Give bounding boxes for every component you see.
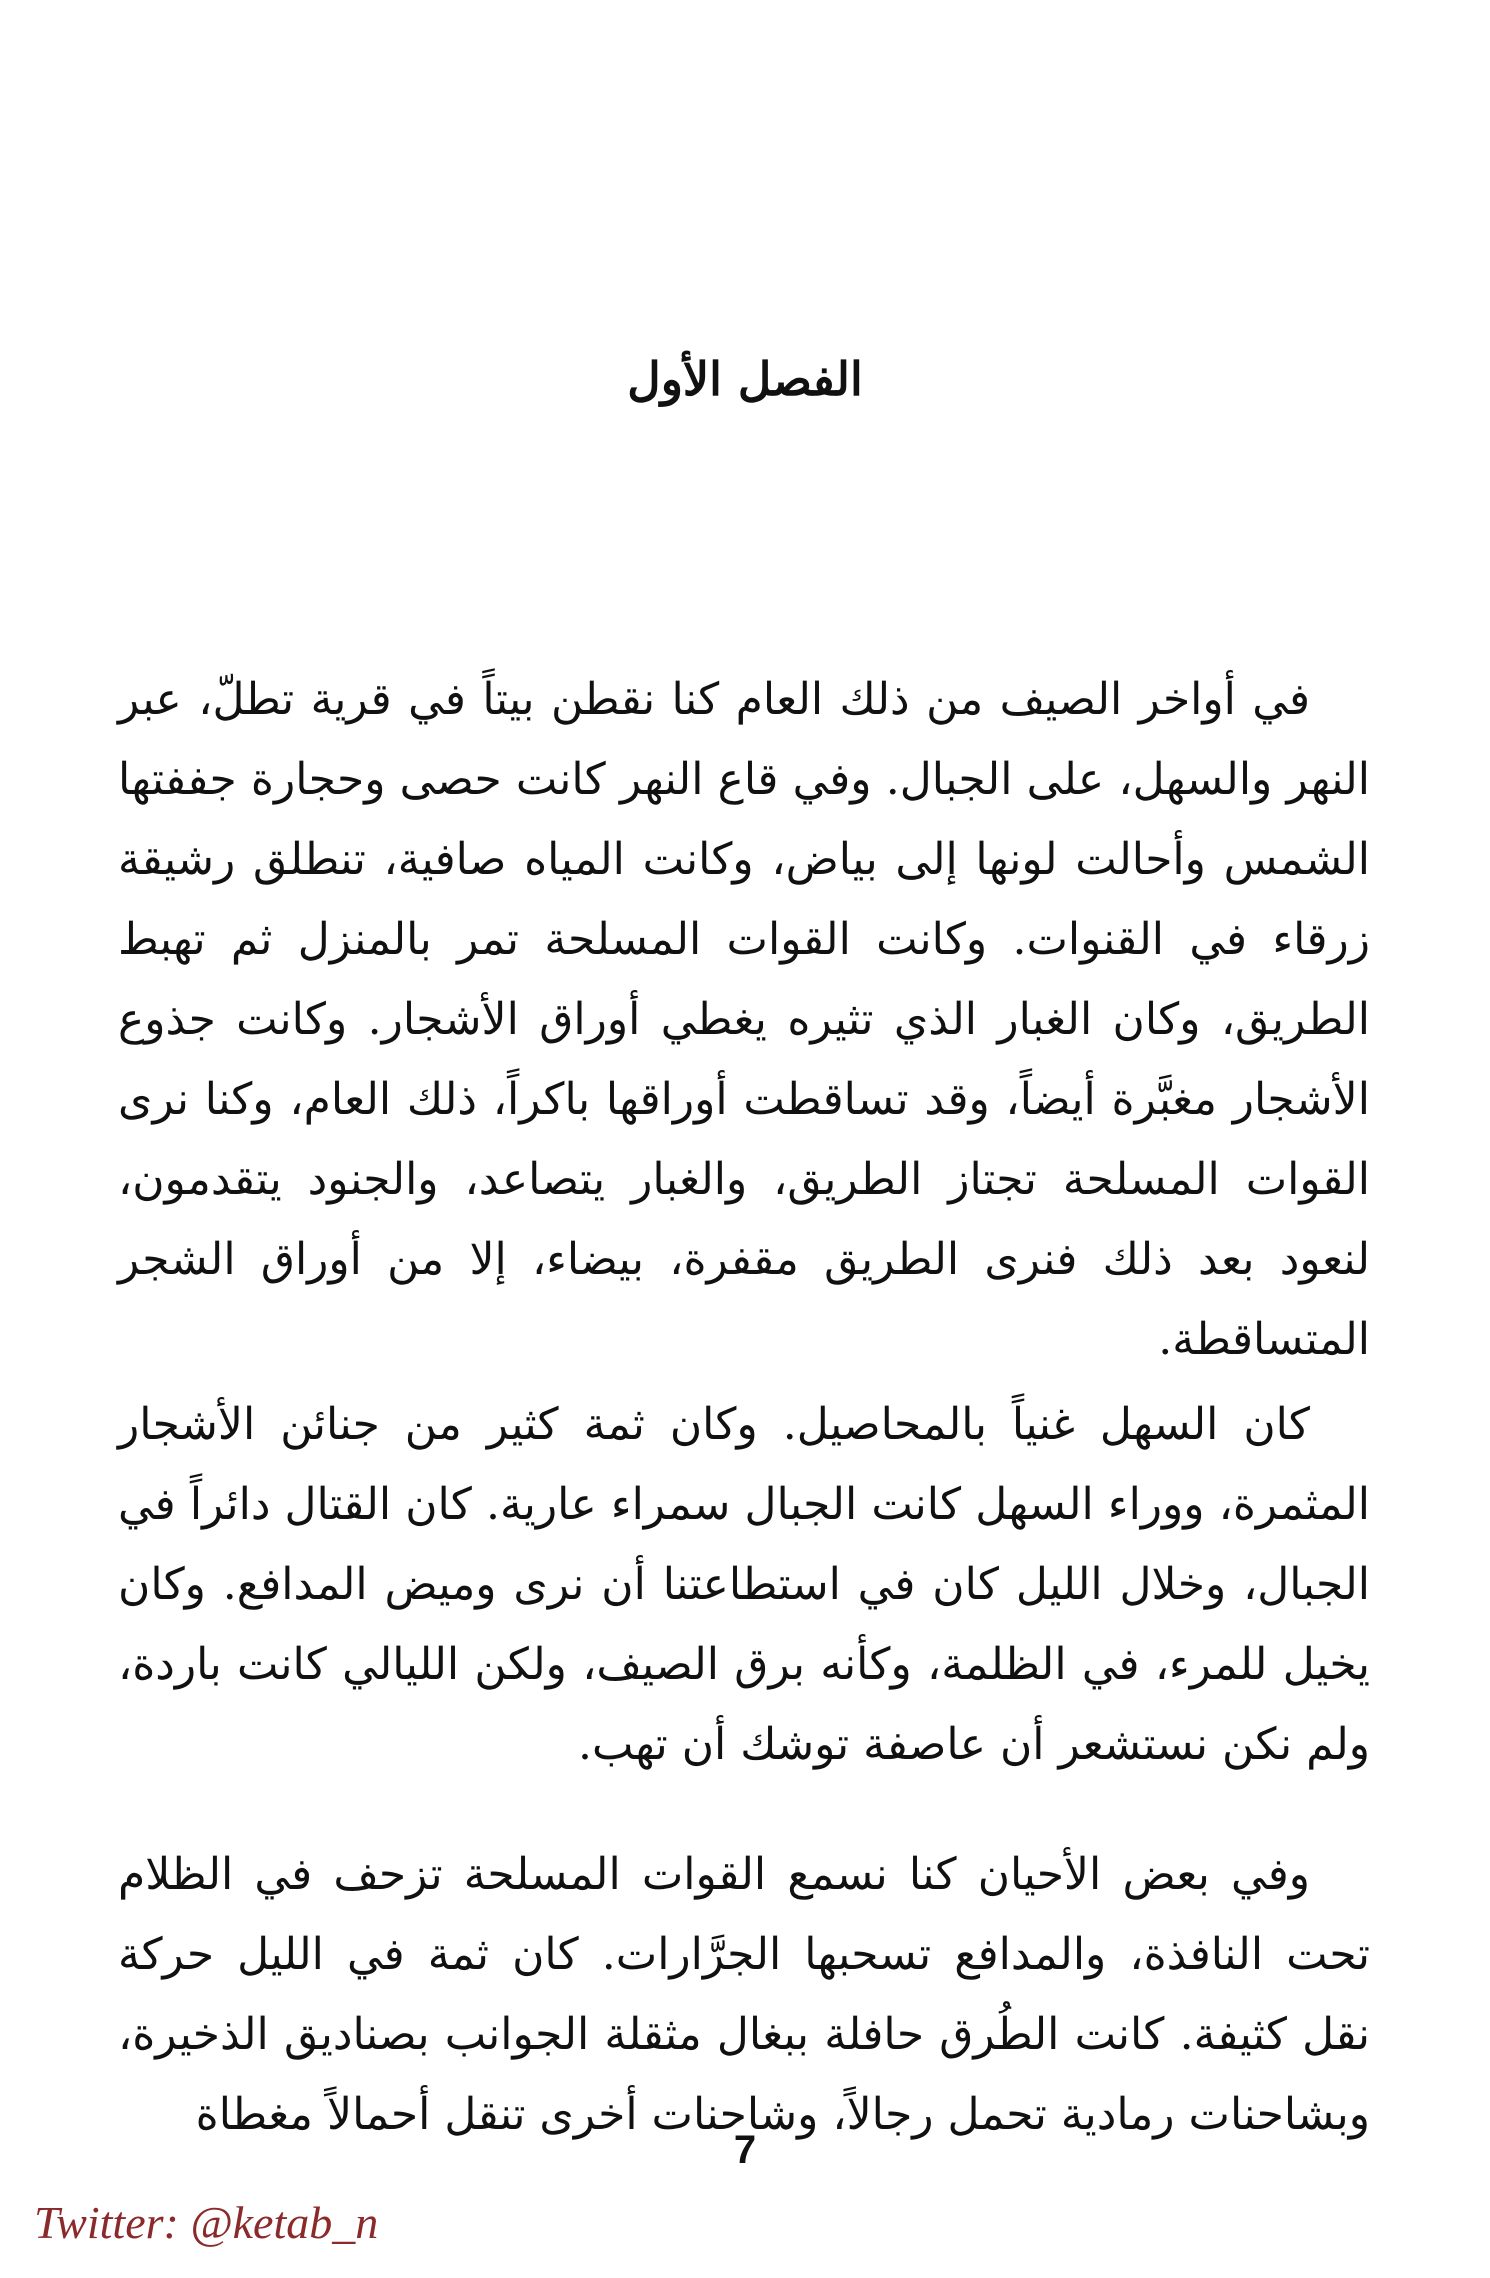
paragraph: كان السهل غنياً بالمحاصيل. وكان ثمة كثير من جنائن الأشجار المثمرة، ووراء السهل كانت الجبال سمراء عارية. كان القتال دائراً في الجبال، وخلال الليل كان في استطاعتنا أن نرى وميض المدافع. وكان يخيل للمرء، في الظلمة، وكأنه برق الصيف، ولكن الليالي كانت باردة، ولم نكن نستشعر أن عاصفة توشك أن تهب. [118, 1399, 1370, 1770]
paragraph-block-3 [118, 1835, 1370, 2155]
chapter-title: الفصل الأول [627, 352, 863, 406]
paragraph-block-2 [118, 1385, 1370, 1785]
watermark-text: Twitter: @ketab_n [34, 2197, 379, 2248]
page-number: 7 [733, 2128, 757, 2172]
paragraph: في أواخر الصيف من ذلك العام كنا نقطن بيتاً في قرية تطلّ، عبر النهر والسهل، على الجبال. وفي قاع النهر كانت حصى وحجارة جففتها الشمس وأحالت لونها إلى بياض، وكانت المياه صافية، تنطلق رشيقة زرقاء في القنوات. وكانت القوات المسلحة تمر بالمنزل ثم تهبط الطريق، وكان الغبار الذي تثيره يغطي أوراق الأشجار. وكانت جذوع الأشجار مغبَّرة أيضاً، وقد تساقطت أوراقها باكراً، ذلك العام، وكنا نرى القوات المسلحة تجتاز الطريق، والغبار يتصاعد، والجنود يتقدمون، لنعود بعد ذلك فنرى الطريق مقفرة، بيضاء، إلا من أوراق الشجر المتساقطة. [118, 674, 1370, 1365]
paragraph-block-1 [118, 660, 1370, 1380]
paragraph: وفي بعض الأحيان كنا نسمع القوات المسلحة تزحف في الظلام تحت النافذة، والمدافع تسحبها الجرَّارات. كان ثمة في الليل حركة نقل كثيفة. كانت الطُرق حافلة ببغال مثقلة الجوانب بصناديق الذخيرة، وبشاحنات رمادية تحمل رجالاً، وشاحنات أخرى تنقل أحمالاً مغطاة [118, 1849, 1370, 2140]
